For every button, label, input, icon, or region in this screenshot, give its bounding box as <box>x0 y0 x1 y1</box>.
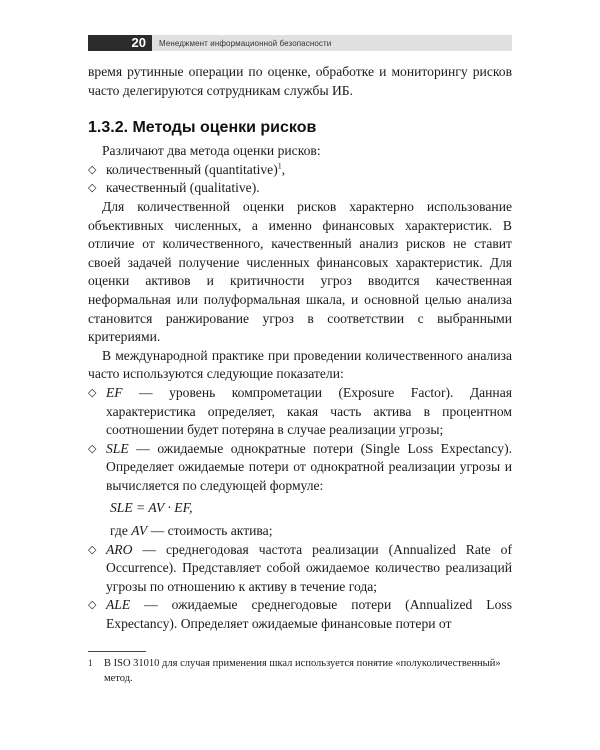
footnote-divider <box>88 651 146 652</box>
formula-sle: SLE = AV · EF, <box>110 500 193 516</box>
page-number: 20 <box>88 35 152 51</box>
indicator-aro: ◇ ARO — среднегодовая частота реализации (Annualized Rate of Occurrence). Представляет собой ожидаемое количество реализаций угрозы по отношению к активу в течение года; <box>88 541 512 594</box>
method-quantitative: количественный (quantitative) <box>106 161 278 177</box>
paragraph-quantitative: Для количественной оценки рисков характерно использование объективных численных, а именно финансовых характеристик. В отличие от количественного, качественный анализ рисков не ставит своей задачей получение численных финансовых характеристик. Для оценки активов и критичности угроз вводится качественная неформальная или полуформальная шкала, и основной целью анализа становится ранжирование угроз в соответствии с выбранными критериями. <box>88 198 512 345</box>
list-item <box>88 179 512 198</box>
intro-paragraph: время рутинные операции по оценке, обработке и мониторингу рисков часто делегируются сотрудникам службы ИБ. <box>88 64 512 98</box>
method-qualitative: качественный (qualitative). <box>106 180 260 196</box>
footnote-text: В ISO 31010 для случая применения шкал используется понятие «полуколичественный» метод. <box>104 658 501 684</box>
footnote-ref[interactable]: 1 <box>277 161 282 171</box>
formula-note: где AV — стоимость актива; <box>110 523 273 539</box>
running-title: Менеджмент информационной безопасности <box>159 38 332 48</box>
running-header <box>88 35 512 51</box>
indicator-ale: ◇ ALE — ожидаемые среднегодовые потери (Annualized Loss Expectancy). Определяет ожидаемые финансовые потери от <box>88 597 512 632</box>
footnote-mark: 1 <box>88 658 93 668</box>
section-heading: 1.3.2. Методы оценки рисков <box>88 119 317 137</box>
diamond-bullet-icon: ◇ <box>88 599 97 612</box>
diamond-bullet-icon: ◇ <box>88 442 97 455</box>
diamond-bullet-icon: ◇ <box>88 163 97 176</box>
paragraph-international: В международной практике при проведении количественного анализа часто используются следующие показатели: <box>88 347 512 382</box>
methods-intro: Различают два метода оценки рисков: <box>102 143 321 159</box>
term-sle: SLE <box>106 440 129 456</box>
footnote <box>88 656 512 686</box>
diamond-bullet-icon: ◇ <box>88 543 97 556</box>
list-item: ◇ количественный (quantitative)$^1$, <box>88 161 512 180</box>
indicator-sle: ◇ SLE — ожидаемые однократные потери (Single Loss Expectancy). Определяет ожидаемые потери от однократной реализации угрозы и вычисляется по следующей формуле: <box>88 440 512 493</box>
term-ale: ALE <box>106 597 131 613</box>
diamond-bullet-icon: ◇ <box>88 182 97 195</box>
term-aro: ARO <box>106 541 133 557</box>
diamond-bullet-icon: ◇ <box>88 386 97 399</box>
indicator-ef: ◇ EF — уровень компрометации (Exposure Factor). Данная характеристика определяет, какая часть актива в процентном соотношении будет потеряна в случае реализации угрозы; <box>88 384 512 438</box>
term-ef: EF <box>106 384 123 400</box>
page-body <box>88 63 512 634</box>
